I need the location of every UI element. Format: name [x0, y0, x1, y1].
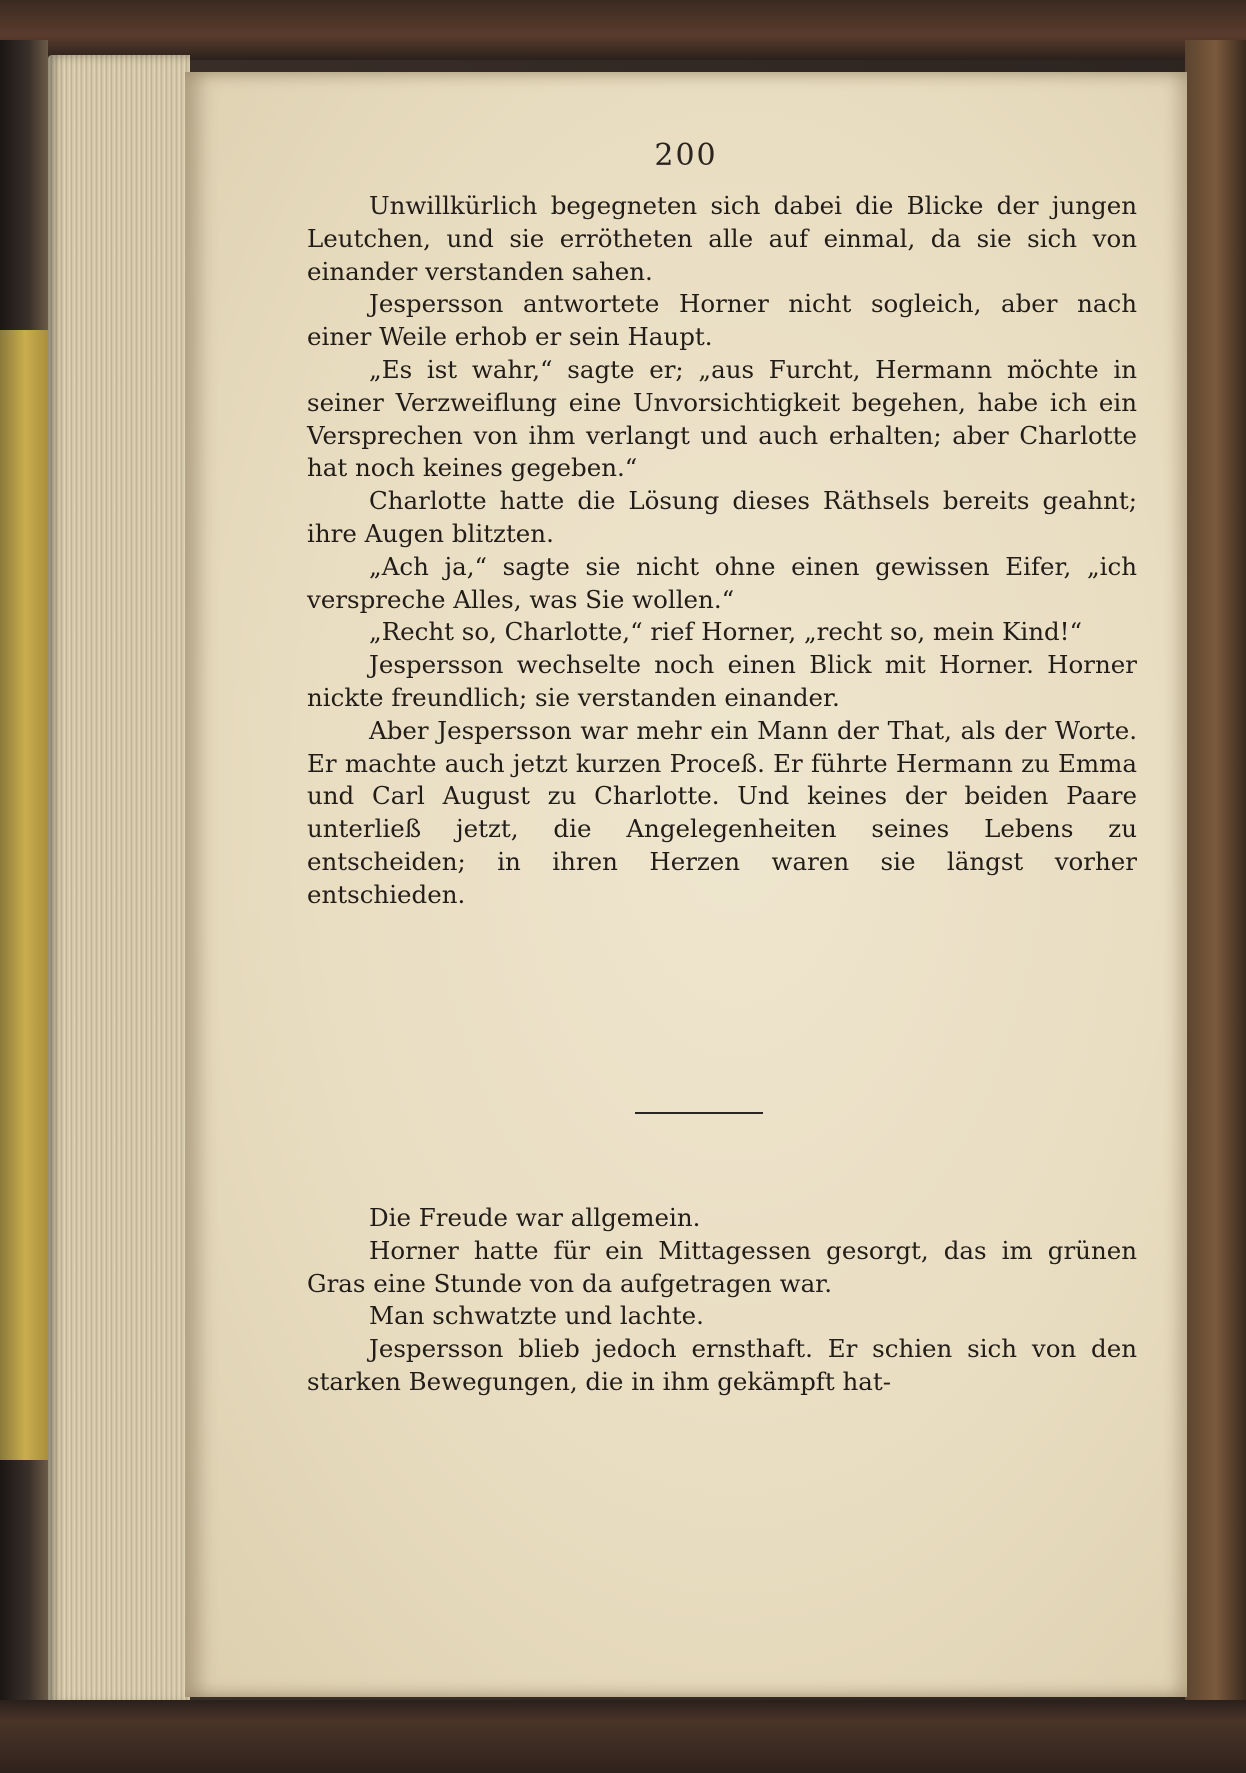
paragraph: Die Freude war allgemein. [369, 1203, 701, 1232]
paragraph: „Es ist wahr,“ sagte er; „aus Furcht, Hermann möchte in seiner Verzweiflung eine Unvorsichtigkeit begehen, habe ich ein Versprechen von ihm verlangt und auch erhalten; aber Charlotte hat noch keines gegeben.“ [307, 354, 1137, 483]
book-cover-bottom [0, 1700, 1246, 1773]
book-cover-right [1185, 40, 1246, 1720]
paragraph: Jespersson blieb jedoch ernsthaft. Er schien sich von den starken Bewegungen, die in ihm gekämpft hat- [307, 1334, 1137, 1396]
page-edges [48, 55, 190, 1705]
book-cover-top [0, 0, 1246, 60]
lower-text-section [307, 1202, 1137, 1399]
paragraph: „Recht so, Charlotte,“ rief Horner, „recht so, mein Kind!“ [369, 617, 1083, 647]
paragraph: „Ach ja,“ sagte sie nicht ohne einen gewissen Eifer, „ich verspreche Alles, was Sie wollen.“ [307, 551, 1137, 614]
paragraph: Jespersson wechselte noch einen Blick mit Horner. Horner nickte freundlich; sie verstanden einander. [307, 650, 1137, 712]
page-number: 200 [654, 138, 718, 173]
section-divider [635, 1112, 763, 1114]
paragraph: Aber Jespersson war mehr ein Mann der That, als der Worte. Er machte auch jetzt kurzen Proceß. Er führte Hermann zu Emma und Carl August zu Charlotte. Und keines der beiden Paare unterließ jetzt, die Angelegenheiten seines Lebens zu entscheiden; in ihren Herzen waren sie längst vorher entschieden. [307, 715, 1137, 909]
book-page [185, 72, 1187, 1697]
bookmark-strip [0, 330, 50, 1460]
upper-text-section [307, 190, 1137, 912]
paragraph: Horner hatte für ein Mittagessen gesorgt, das im grünen Gras eine Stunde von da aufgetragen war. [307, 1235, 1137, 1298]
paragraph: Charlotte hatte die Lösung dieses Räthsels bereits geahnt; ihre Augen blitzten. [307, 486, 1137, 548]
paragraph: Man schwatzte und lachte. [369, 1301, 704, 1331]
paragraph: Unwillkürlich begegneten sich dabei die Blicke der jungen Leutchen, und sie errötheten alle auf einmal, da sie sich von einander verstanden sahen. [307, 191, 1137, 286]
paragraph: Jespersson antwortete Horner nicht sogleich, aber nach einer Weile erhob er sein Haupt. [307, 289, 1137, 352]
